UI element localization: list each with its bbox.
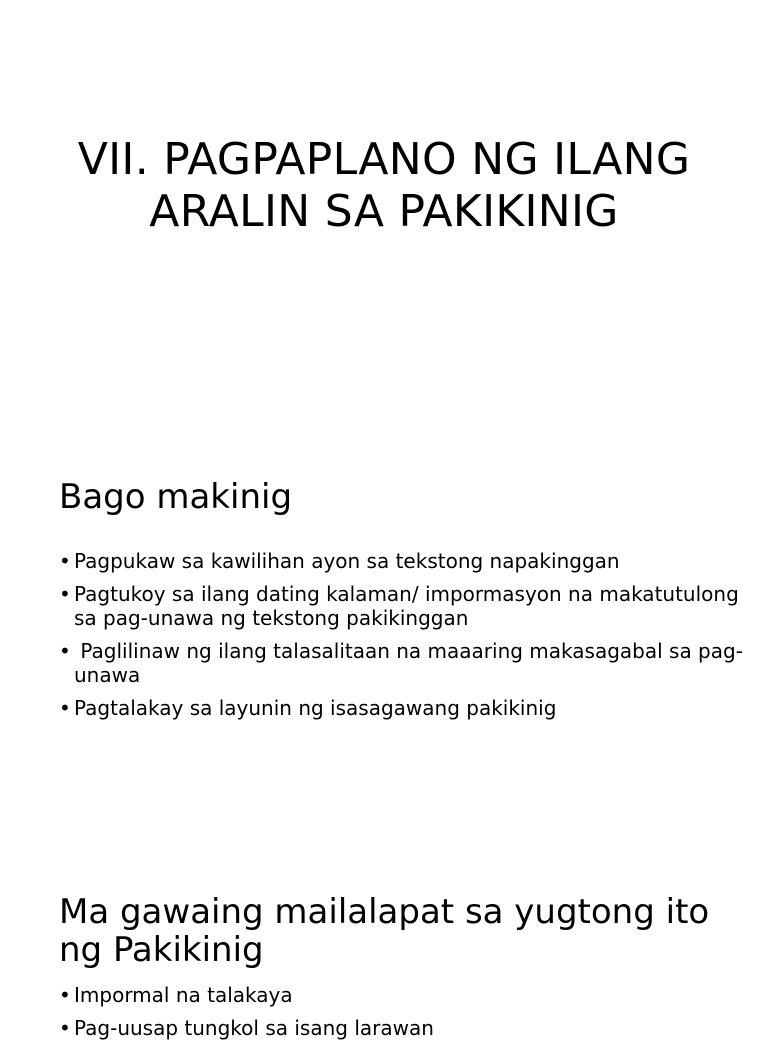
bullet-icon: • bbox=[59, 582, 71, 606]
section-heading-bago-makinig: Bago makinig bbox=[59, 477, 293, 517]
bullet-icon: • bbox=[59, 983, 71, 1007]
list-item bbox=[59, 549, 749, 573]
list-item-text: Impormal na talakaya bbox=[74, 983, 293, 1007]
slide-title: VII. PAGPAPLANO NG ILANG ARALIN SA PAKIKINIG bbox=[77, 134, 691, 237]
list-item-text: Pagpukaw sa kawilihan ayon sa tekstong napakinggan bbox=[74, 549, 620, 573]
list-item-text: Pag-uusap tungkol sa isang larawan bbox=[74, 1016, 434, 1040]
list-item-text: Pagtukoy sa ilang dating kalaman/ impormasyon na makatutulong sa pag-unawa ng tekstong pakikinggan bbox=[74, 582, 739, 630]
list-item bbox=[59, 639, 749, 687]
bullet-icon: • bbox=[59, 549, 71, 573]
bullet-icon: • bbox=[59, 639, 71, 663]
bullet-icon: • bbox=[59, 1016, 71, 1040]
bullet-icon: • bbox=[59, 696, 71, 720]
list-item-text: Paglilinaw ng ilang talasalitaan na maaaring makasagabal sa pag-unawa bbox=[74, 639, 743, 687]
bullet-list-bago-makinig bbox=[59, 549, 749, 729]
bullet-list-mga-gawain bbox=[59, 983, 749, 1049]
section-heading-mga-gawain: Ma gawaing mailalapat sa yugtong ito ng Pakikinig bbox=[59, 892, 710, 970]
list-item bbox=[59, 983, 749, 1007]
list-item-text: Pagtalakay sa layunin ng isasagawang pakikinig bbox=[74, 696, 557, 720]
list-item bbox=[59, 582, 749, 630]
list-item bbox=[59, 1016, 749, 1040]
list-item bbox=[59, 696, 749, 720]
